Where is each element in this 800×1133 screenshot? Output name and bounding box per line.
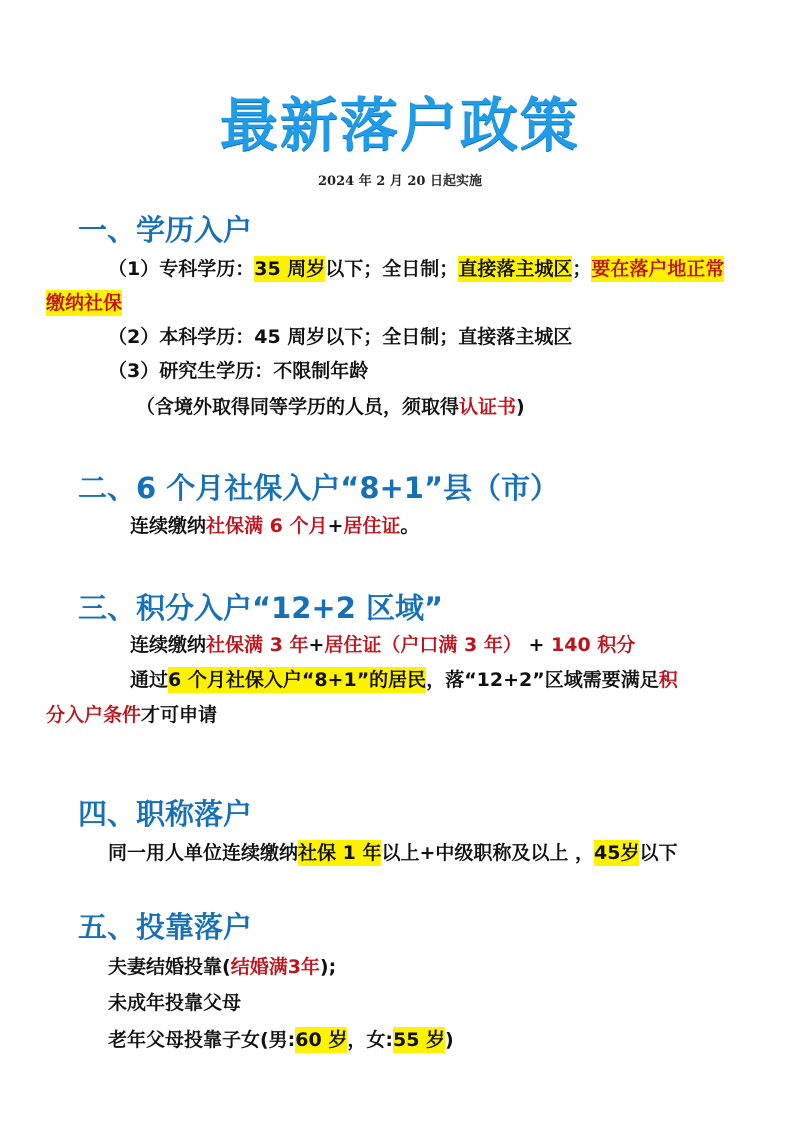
s3-l2-residents: 6 个月社保入户“8+1”的居民	[168, 669, 427, 691]
s5-l3-end: )	[445, 1029, 454, 1051]
s1-line-1-cont	[46, 288, 122, 318]
s3-l3-conditions: 分入户条件	[46, 704, 142, 726]
s2-l1-text: 连续缴纳	[130, 515, 207, 537]
s3-line-3	[46, 700, 217, 730]
s5-l3-female-age: 55 岁	[392, 1029, 446, 1051]
s5-l3-text: 老年父母投靠子女(男:	[108, 1029, 296, 1051]
s1-l4-text: （含境外取得同等学历的人员，须取得	[136, 396, 460, 418]
s1-l4-close: )	[516, 396, 525, 418]
s3-l2-text: 通过	[130, 669, 169, 691]
s4-l1-end: 以下	[639, 842, 678, 864]
s3-l1-points: 140 积分	[551, 634, 636, 656]
s5-line-2: 未成年投靠父母	[108, 992, 242, 1014]
s3-l1-residence: 居住证（户口满 3 年）	[324, 634, 522, 656]
s1-line-1	[108, 254, 724, 284]
section-3-heading: 三、积分入户“12+2 区域”	[78, 591, 444, 625]
section-5-heading: 五、投靠落户	[78, 910, 253, 944]
s2-l1-plus: +	[327, 515, 344, 537]
s5-l3-female: ，女:	[347, 1029, 393, 1051]
s3-l1-plus: +	[308, 634, 325, 656]
s4-l1-age: 45岁	[594, 842, 640, 864]
s1-l1-age: 35 周岁	[254, 258, 326, 280]
s2-line-1	[130, 511, 419, 541]
s1-l1-sep: ；	[572, 258, 592, 280]
s5-l1-end: );	[319, 956, 337, 978]
s1-line-3: （3）研究生学历：不限制年龄	[108, 360, 369, 382]
s3-l1-text: 连续缴纳	[130, 634, 207, 656]
s1-l4-cert: 认证书	[459, 396, 517, 418]
s2-l1-end: 。	[400, 515, 420, 537]
s2-l1-residence: 居住证	[343, 515, 401, 537]
s5-line-3	[108, 1025, 454, 1055]
s3-l2-ji: 积	[658, 669, 678, 691]
s3-l3-text: 才可申请	[141, 704, 218, 726]
s5-l1-married: 结婚满3年	[230, 956, 320, 978]
s1-l1-social-security: 缴纳社保	[46, 292, 123, 314]
s3-l1-plus2: +	[521, 634, 551, 656]
s1-l1-city: 直接落主城区	[458, 258, 573, 280]
s4-l1-title: 以上+中级职称及以上 ，	[381, 842, 595, 864]
s1-l1-text: 以下；全日制；	[325, 258, 459, 280]
s1-l1-label: （1）专科学历：	[108, 258, 255, 280]
s3-l1-social: 社保满 3 年	[206, 634, 309, 656]
s3-l2-cond: ，落“12+2”区域需要满足	[426, 669, 659, 691]
s5-line-1	[108, 952, 336, 982]
effective-date: 2024 年 2 月 20 日起实施	[318, 174, 482, 189]
s4-line-1	[108, 838, 677, 868]
s4-l1-social: 社保 1 年	[298, 842, 382, 864]
s4-l1-text: 同一用人单位连续缴纳	[108, 842, 299, 864]
s1-line-4	[136, 392, 525, 422]
s5-l1-text: 夫妻结婚投靠(	[108, 956, 231, 978]
page-title: 最新落户政策	[219, 91, 580, 159]
s1-l1-requirement: 要在落户地正常	[591, 258, 725, 280]
section-1-heading: 一、学历入户	[78, 213, 253, 247]
s2-l1-social: 社保满 6 个月	[206, 515, 328, 537]
section-4-heading: 四、职称落户	[78, 797, 253, 831]
section-2-heading: 二、6 个月社保入户“8+1”县（市）	[78, 471, 560, 505]
s1-line-2: （2）本科学历：45 周岁以下；全日制；直接落主城区	[108, 326, 573, 348]
s5-l3-male-age: 60 岁	[295, 1029, 348, 1051]
s3-line-2	[130, 665, 678, 695]
s3-line-1	[130, 630, 635, 660]
